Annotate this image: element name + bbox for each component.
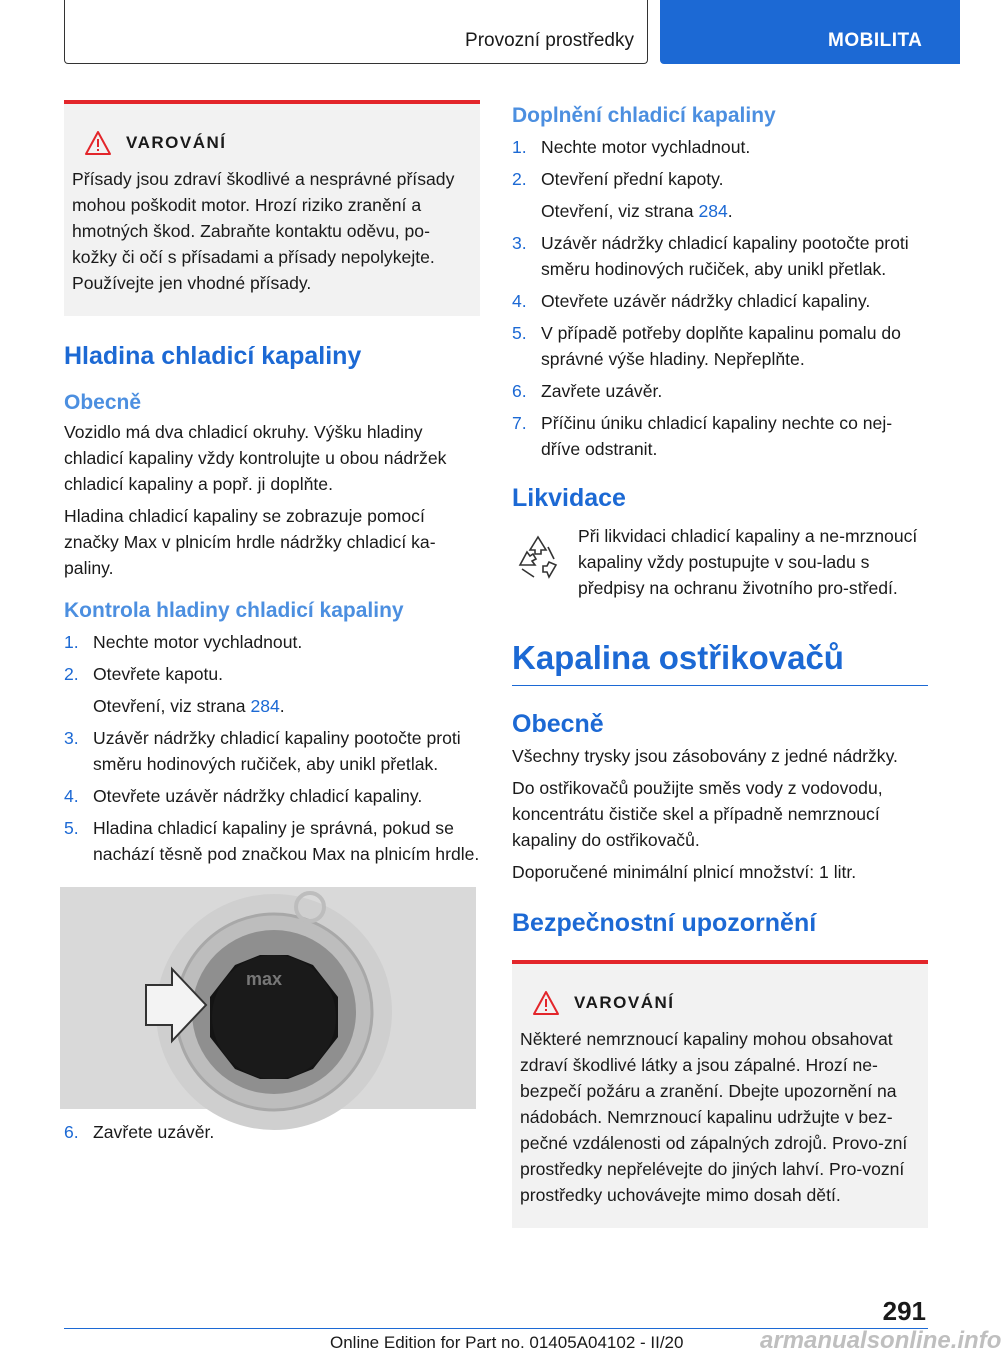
list-item <box>64 815 480 867</box>
reference-end: . <box>279 696 285 716</box>
step-text: V případě potřeby doplňte kapalinu pomalu do správné výše hladiny. Nepřeplňte. <box>541 323 901 369</box>
step-number: 6. <box>64 1122 79 1142</box>
chapter-title: MOBILITA <box>828 30 923 51</box>
steps-list <box>64 629 480 867</box>
disposal-text: Při likvidaci chladicí kapaliny a ne-mrznoucí kapaliny vždy postupujte v sou-ladu s předpisy na ochranu životního pro-středí. <box>578 526 918 598</box>
step-text: Příčinu úniku chladicí kapaliny nechte co nej-dříve odstranit. <box>541 413 893 459</box>
section-title: Provozní prostředky <box>465 30 634 51</box>
list-item <box>64 629 480 655</box>
list-item <box>64 783 480 809</box>
list-item <box>512 320 928 372</box>
edition-text: Online Edition for Part no. 01405A04102 - II/20 <box>330 1333 684 1352</box>
list-item <box>64 725 480 777</box>
coolant-cap-image <box>60 887 476 1109</box>
warning-title: VAROVÁNÍ <box>574 993 675 1012</box>
warning-text: Některé nemrznoucí kapaliny mohou obsahovat zdraví škodlivé látky a jsou zápalné. Hrozí ne-bezpečí požáru a zranění. Dbejte upozornění na nádobách. Nemrznoucí kapalinu udržujte v bez-pečné vzdálenosti od zápalných zdrojů. Provo-zní prostředky nepřelévejte do jiných lahví. Pro-vozní prostředky uchovávejte mimo dosah dětí. <box>520 1029 908 1205</box>
step-number: 5. <box>64 818 79 838</box>
step-number: 3. <box>64 728 79 748</box>
page-number: 291 <box>882 1296 926 1326</box>
step-text: Hladina chladicí kapaliny je správná, pokud se nachází těsně pod značkou Max na plnicím hrdle. <box>93 818 480 864</box>
subsection-heading: Kontrola hladiny chladicí kapaliny <box>64 599 404 622</box>
list-item <box>64 661 480 687</box>
paragraph: Všechny trysky jsou zásobovány z jedné nádržky. <box>512 746 898 766</box>
step-text: Otevření přední kapoty. <box>541 169 724 189</box>
section-heading: Obecně <box>512 710 604 738</box>
list-item <box>512 166 928 192</box>
list-item <box>512 378 928 404</box>
reference-end: . <box>727 201 733 221</box>
step-number: 3. <box>512 233 527 253</box>
step-number: 6. <box>512 381 527 401</box>
paragraph: Doporučené minimální plnicí množství: 1 litr. <box>512 862 857 882</box>
disposal-block <box>512 523 928 601</box>
list-item <box>512 288 928 314</box>
chapter-tab <box>660 0 960 64</box>
step-text: Uzávěr nádržky chladicí kapaliny pootočte proti směru hodinových ručiček, aby unikl přetlak. <box>93 728 461 774</box>
step-text: Otevřete kapotu. <box>93 664 224 684</box>
step-number: 5. <box>512 323 527 343</box>
reference-text: Otevření, viz strana <box>541 201 699 221</box>
step-text: Otevřete uzávěr nádržky chladicí kapaliny. <box>541 291 871 311</box>
page-reference <box>512 198 928 224</box>
watermark: armanualsonline.info <box>760 1327 1001 1354</box>
step-number: 4. <box>64 786 79 806</box>
right-column <box>512 100 928 1228</box>
list-item <box>512 410 928 462</box>
page-header <box>0 0 960 66</box>
step-text: Zavřete uzávěr. <box>93 1122 215 1142</box>
warning-box <box>64 100 480 316</box>
step-number: 1. <box>512 137 527 157</box>
recycling-icon <box>512 531 564 583</box>
warning-box <box>512 960 928 1228</box>
section-heading: Hladina chladicí kapaliny <box>64 342 362 370</box>
page-link[interactable]: 284 <box>250 696 280 716</box>
coolant-cap-photo <box>60 887 476 1109</box>
warning-text: Přísady jsou zdraví škodlivé a nesprávné přísady mohou poškodit motor. Hrozí riziko zranění a hmotných škod. Zabraňte kontaktu oděvu, po-kožky či očí s přísadami a přísady nepolykejte. Používejte jen vhodné přísady. <box>72 169 455 293</box>
step-text: Nechte motor vychladnout. <box>541 137 751 157</box>
subsection-heading: Obecně <box>64 391 142 414</box>
section-heading: Bezpečnostní upozornění <box>512 909 817 937</box>
paragraph: Hladina chladicí kapaliny se zobrazuje pomocí značky Max v plnicím hrdle nádržky chladicí ka-paliny. <box>64 506 436 578</box>
subsection-heading: Doplnění chladicí kapaliny <box>512 104 776 127</box>
step-text: Uzávěr nádržky chladicí kapaliny pootočte proti směru hodinových ručiček, aby unikl přetlak. <box>541 233 909 279</box>
paragraph: Do ostřikovačů použijte směs vody z vodovodu, koncentrátu čističe skel a případně nemrznoucí kapaliny do ostřikovačů. <box>512 778 883 850</box>
chapter-heading: Kapalina ostřikovačů <box>512 639 928 686</box>
left-column <box>64 100 480 1145</box>
step-number: 1. <box>64 632 79 652</box>
reference-text: Otevření, viz strana <box>93 696 251 716</box>
step-text: Nechte motor vychladnout. <box>93 632 303 652</box>
page-link[interactable]: 284 <box>698 201 728 221</box>
step-number: 4. <box>512 291 527 311</box>
list-item <box>512 230 928 282</box>
list-item <box>512 134 928 160</box>
page-reference <box>64 693 480 719</box>
warning-title: VAROVÁNÍ <box>126 133 227 152</box>
section-heading: Likvidace <box>512 484 626 512</box>
warning-triangle-icon <box>532 990 560 1016</box>
step-text: Otevřete uzávěr nádržky chladicí kapaliny. <box>93 786 423 806</box>
step-text: Zavřete uzávěr. <box>541 381 663 401</box>
paragraph: Vozidlo má dva chladicí okruhy. Výšku hladiny chladicí kapaliny vždy kontrolujte u obou nádržek chladicí kapaliny a popř. ji doplňte. <box>64 422 447 494</box>
warning-triangle-icon <box>84 130 112 156</box>
step-number: 2. <box>64 664 79 684</box>
fill-steps-list <box>512 134 928 462</box>
max-mark: max <box>246 969 283 989</box>
step-number: 2. <box>512 169 527 189</box>
step-number: 7. <box>512 413 527 433</box>
